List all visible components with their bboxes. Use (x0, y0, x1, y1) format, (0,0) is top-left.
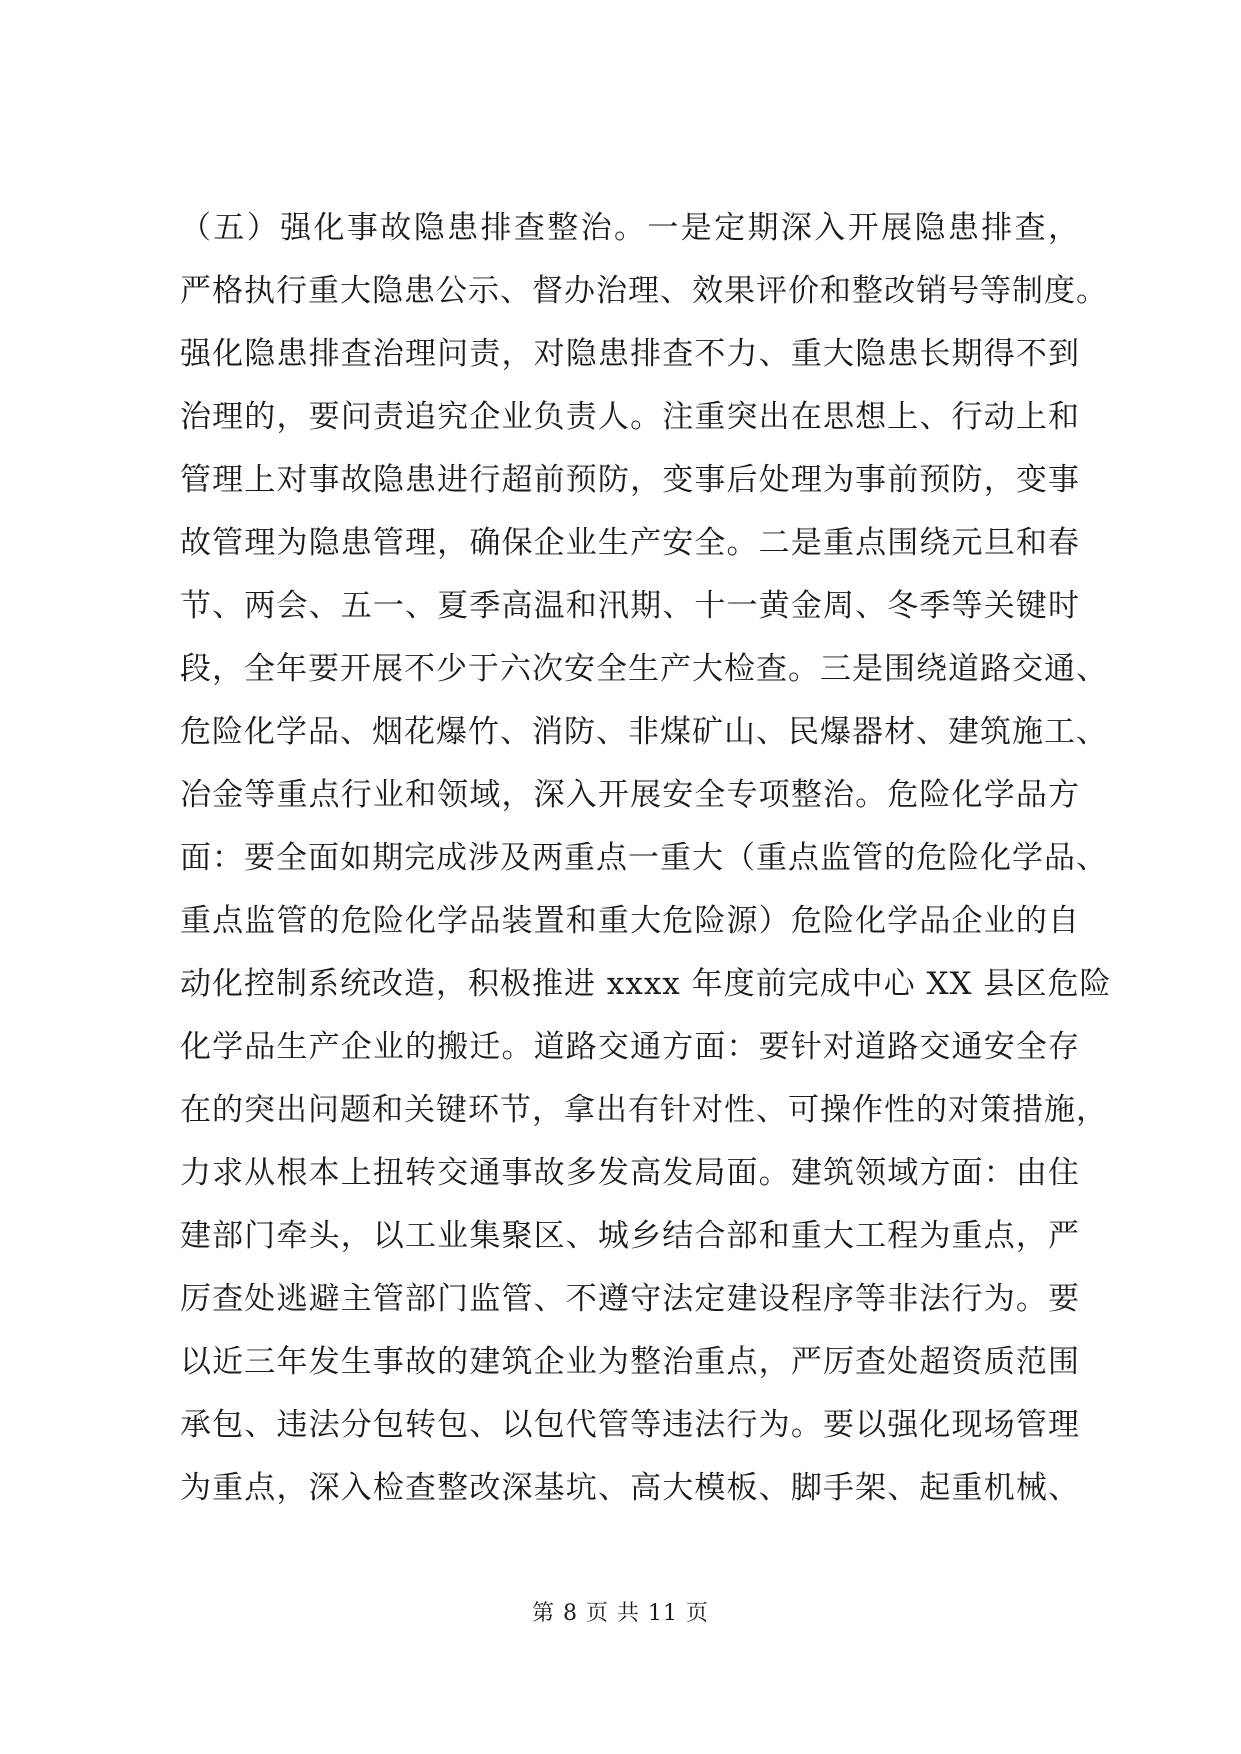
text-line: 强化隐患排查治理问责，对隐患排查不力、重大隐患长期得不到 (180, 336, 1080, 372)
text-line: 在的突出问题和关键环节，拿出有针对性、可操作性的对策措施， (180, 1092, 1108, 1128)
text-line: 以近三年发生事故的建筑企业为整治重点，严厉查处超资质范围 (180, 1344, 1080, 1380)
text-line: 力求从根本上扭转交通事故多发高发局面。建筑领域方面：由住 (180, 1155, 1080, 1191)
text-line: 承包、违法分包转包、以包代管等违法行为。要以强化现场管理 (180, 1407, 1080, 1443)
text-line: 管理上对事故隐患进行超前预防，变事后处理为事前预防，变事 (180, 462, 1080, 498)
text-line: 故管理为隐患管理，确保企业生产安全。二是重点围绕元旦和春 (180, 525, 1080, 561)
text-line: 冶金等重点行业和领域，深入开展安全专项整治。危险化学品方 (180, 777, 1080, 813)
page-number-footer: 第 8 页 共 11 页 (532, 1601, 709, 1626)
text-line: 治理的，要问责追究企业负责人。注重突出在思想上、行动上和 (180, 399, 1080, 435)
text-line: 重点监管的危险化学品装置和重大危险源）危险化学品企业的自 (180, 903, 1080, 939)
body-text (180, 197, 1112, 1520)
text-line: 化学品生产企业的搬迁。道路交通方面：要针对道路交通安全存 (180, 1029, 1080, 1065)
text-line: 厉查处逃避主管部门监管、不遵守法定建设程序等非法行为。要 (180, 1281, 1080, 1317)
text-line: 为重点，深入检查整改深基坑、高大模板、脚手架、起重机械、 (180, 1470, 1080, 1506)
text-line: （五）强化事故隐患排查整治。一是定期深入开展隐患排查， (180, 210, 1080, 246)
text-line: 建部门牵头，以工业集聚区、城乡结合部和重大工程为重点，严 (180, 1218, 1080, 1254)
text-line: 严格执行重大隐患公示、督办治理、效果评价和整改销号等制度。 (180, 273, 1108, 309)
text-line: 危险化学品、烟花爆竹、消防、非煤矿山、民爆器材、建筑施工、 (180, 714, 1108, 750)
text-line: 动化控制系统改造，积极推进 xxxx 年度前完成中心 XX 县区危险 (180, 966, 1112, 1002)
text-line: 面：要全面如期完成涉及两重点一重大（重点监管的危险化学品、 (180, 840, 1108, 876)
text-line: 节、两会、五一、夏季高温和汛期、十一黄金周、冬季等关键时 (180, 588, 1080, 624)
text-line: 段，全年要开展不少于六次安全生产大检查。三是围绕道路交通、 (180, 651, 1108, 687)
